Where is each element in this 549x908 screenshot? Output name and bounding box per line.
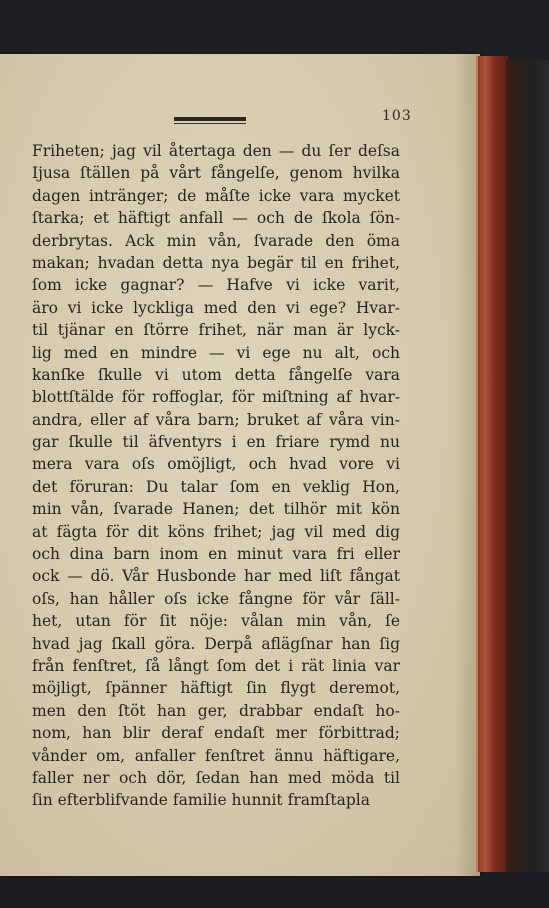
text-line: lig med en mindre — vi ege nu alt, och (32, 343, 400, 362)
text-line: hvad jag ſkall göra. Derpå aflägſnar han ſig (32, 634, 400, 653)
text-line: ock — dö. Vår Husbonde har med liſt fångat (32, 567, 400, 586)
text-line: möjligt, ſpänner häftigt ſin flygt deremot, (32, 679, 400, 698)
text-line: och dina barn inom en minut vara fri eller (32, 545, 400, 564)
body-text (32, 140, 400, 812)
page-number: 103 (382, 108, 412, 124)
text-line: gar ſkulle til äfventyrs i en friare rymd nu (32, 433, 400, 452)
text-line: derbrytas. Ack min vån, ſvarade den öma (32, 231, 400, 250)
text-line: andra, eller af våra barn; bruket af våra vin- (32, 410, 400, 429)
header-rule (174, 117, 246, 121)
text-line: mera vara oſs omöjligt, och hvad vore vi (32, 455, 400, 474)
text-line: til tjänar en ſtörre frihet, när man är lyck- (32, 321, 400, 340)
text-line: äro vi icke lyckliga med den vi ege? Hvar- (32, 298, 400, 317)
text-line: kanſke ſkulle vi utom detta fångelſe vara (32, 365, 400, 384)
text-line: min vån, ſvarade Hanen; det tilhör mit kön (32, 500, 400, 519)
text-line: Friheten; jag vil återtaga den — du ſer deſsa (32, 142, 400, 160)
text-line: ſin efterblifvande familie hunnit framſtapla (32, 791, 371, 810)
text-line: faller ner och dör, ſedan han med möda til (32, 768, 400, 787)
text-line: men den ſtöt han ger, drabbar endaſt ho- (32, 701, 400, 720)
text-line: makan; hvadan detta nya begär til en frihet, (32, 253, 400, 272)
text-line: dagen intränger; de måſte icke vara mycket (32, 186, 400, 205)
background-bottom (0, 872, 549, 908)
book-binding-edge (476, 56, 508, 872)
text-line: blottſtälde för roffoglar, för miſtning af hvar- (32, 388, 400, 407)
text-line: Ijusa ſtällen på vårt fångelſe, genom hvilka (32, 164, 400, 183)
text-line: oſs, han håller oſs icke fångne för vår ſäll- (32, 589, 400, 608)
text-line: det föruran: Du talar ſom en veklig Hon, (32, 477, 400, 496)
book-cover-side (506, 60, 549, 872)
text-line: vånder om, anfaller fenſtret ännu häftigare, (32, 746, 400, 765)
text-line: ſom icke gagnar? — Hafve vi icke varit, (32, 276, 400, 295)
text-line: ſtarka; et häftigt anfall — och de ſkola ſön- (32, 209, 400, 228)
text-line: från fenſtret, ſå långt ſom det i rät linia var (32, 656, 400, 675)
text-line: at fägta för dit köns frihet; jag vil med dig (32, 522, 400, 541)
text-line: het, utan för ſit nöje: vålan min vån, ſe (32, 612, 400, 631)
background-top (0, 0, 549, 60)
text-line: nom, han blir deraf endaſt mer förbittrad; (32, 724, 400, 743)
